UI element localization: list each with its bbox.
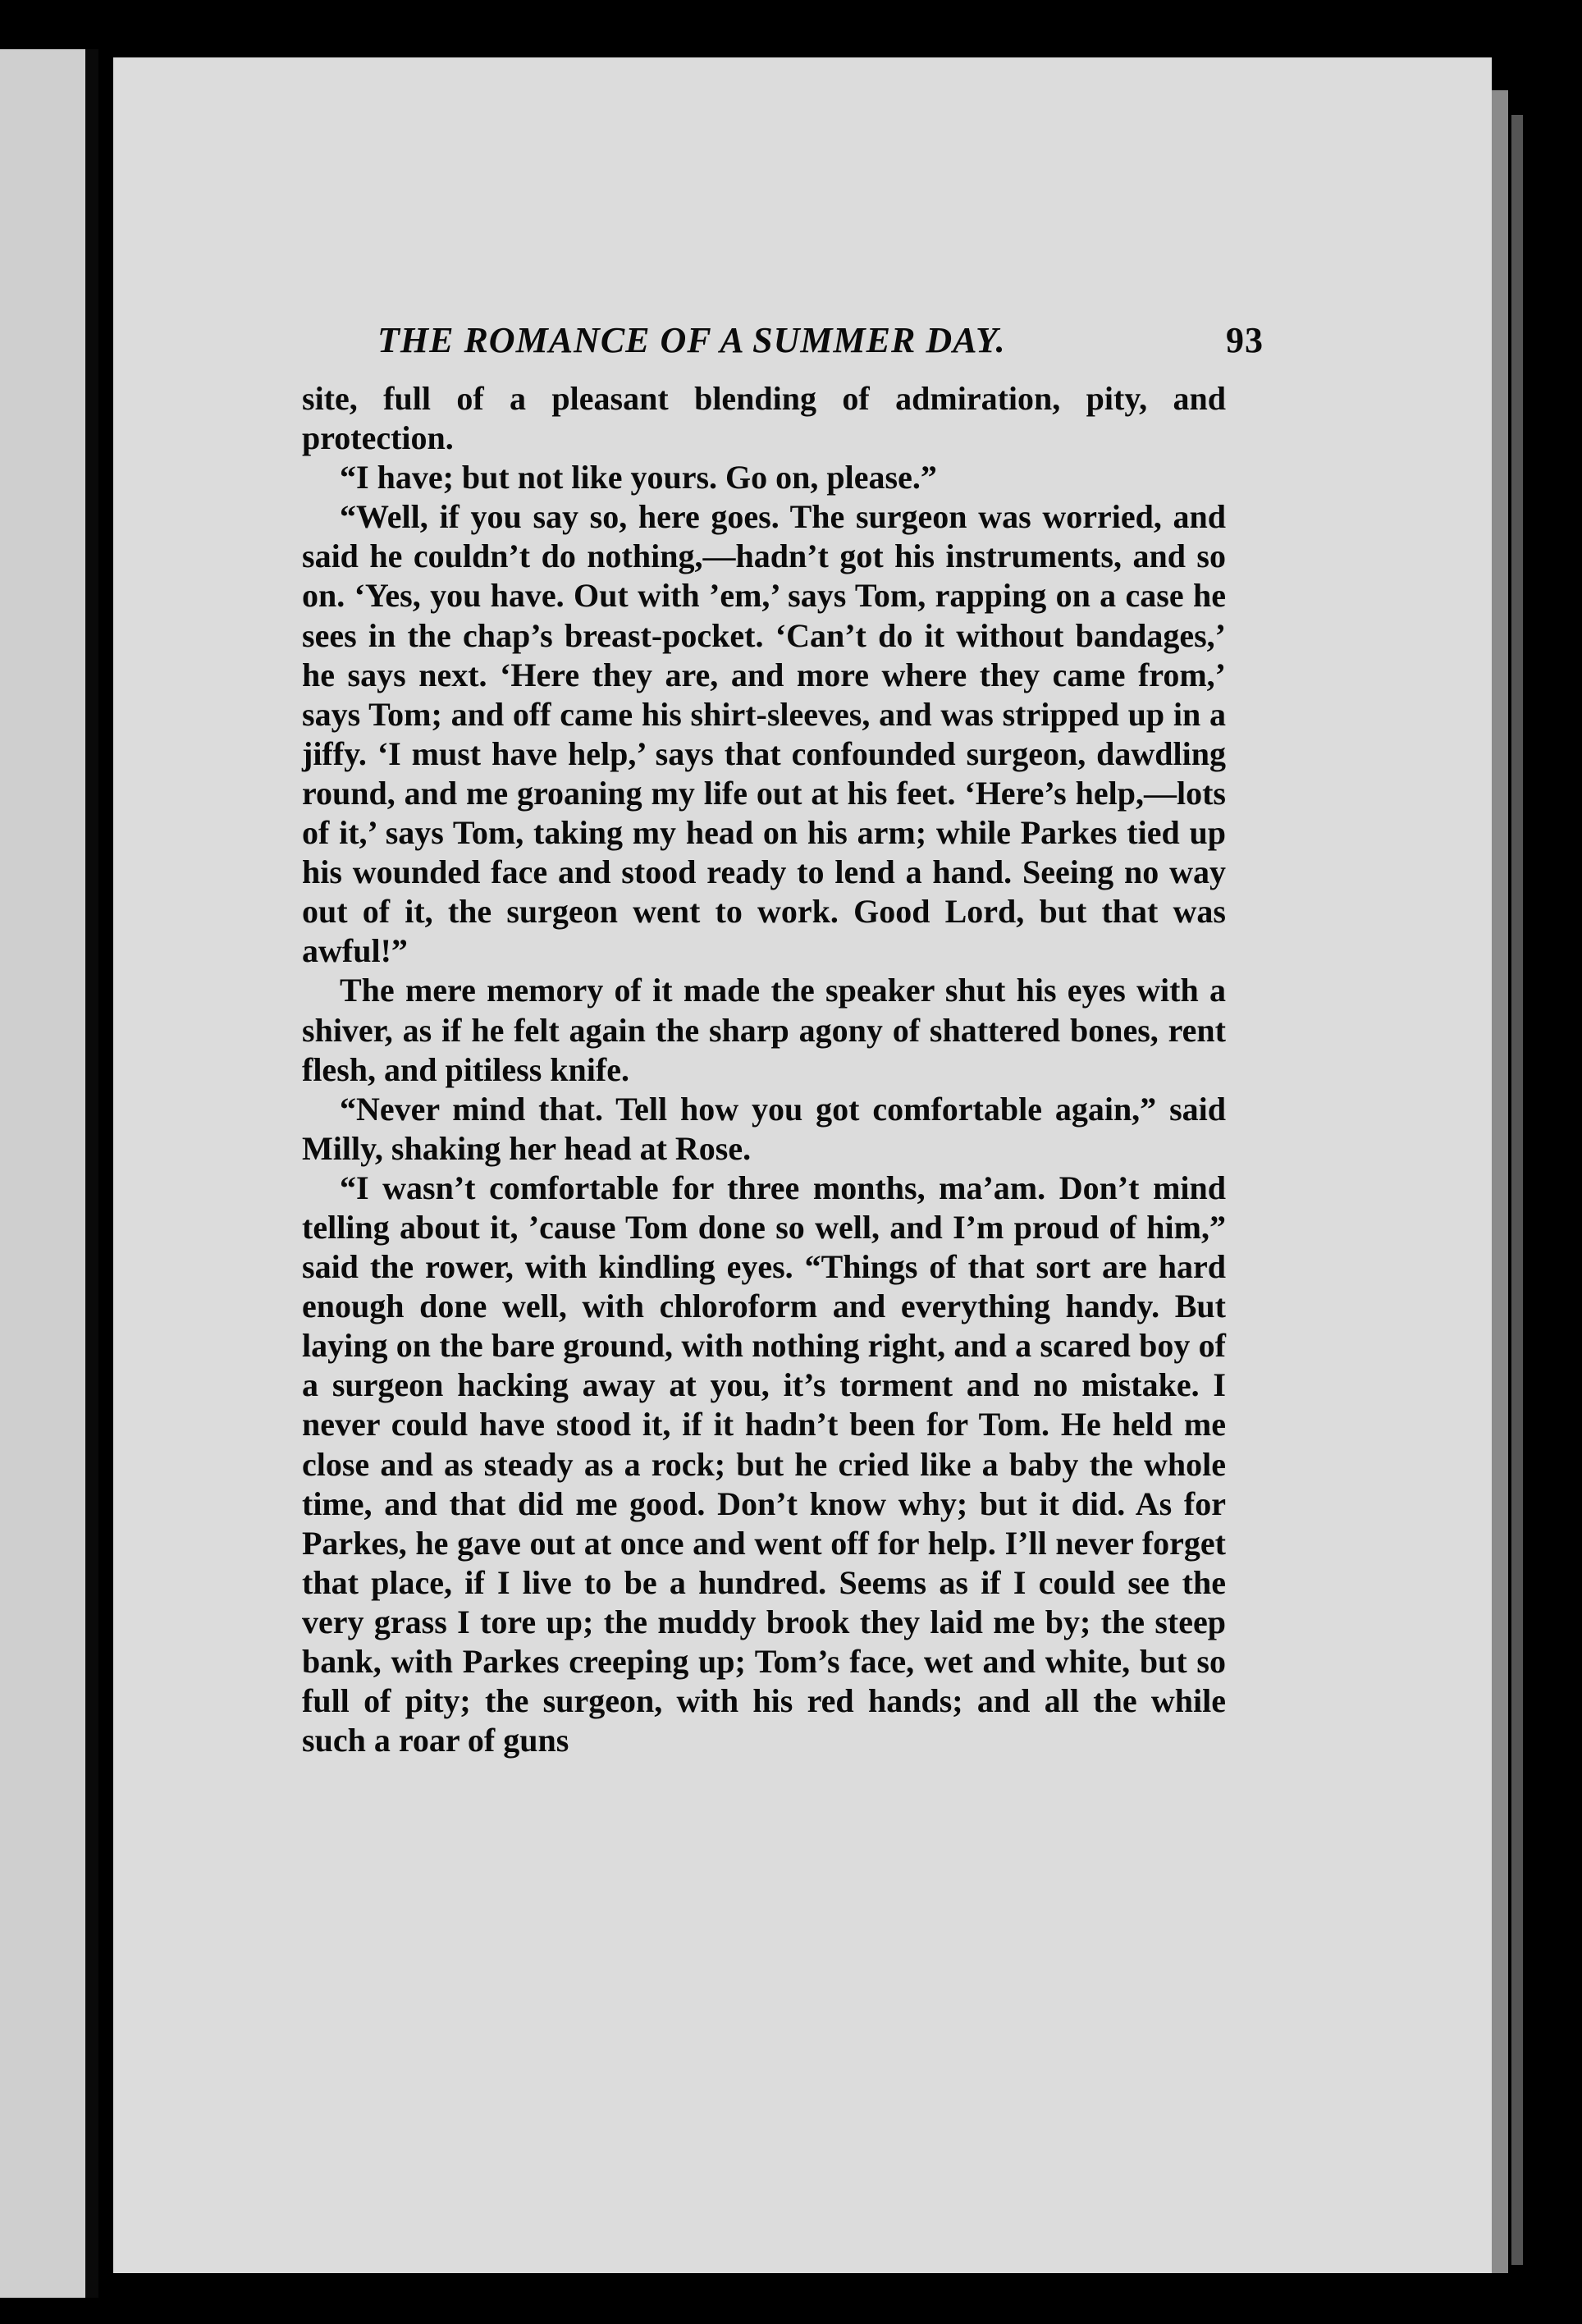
paragraph: “Never mind that. Tell how you got comfortable again,” said Milly, shaking her head at Rose. <box>302 1090 1226 1167</box>
paragraph: “I have; but not like yours. Go on, please.” <box>340 459 937 496</box>
running-header <box>377 322 1264 359</box>
facing-page-edge <box>0 49 90 2298</box>
paragraph: “I wasn’t comfortable for three months, ma’am. Don’t mind telling about it, ’cause Tom done so well, and I’m proud of him,” said the rower, with kindling eyes. “Things of that sort are hard enough done well, with chloroform and everything handy. But laying on the bare ground, with nothing right, and a scared boy of a surgeon hacking away at you, it’s torment and no mistake. I never could have stood it, if it hadn’t been for Tom. He held me close and as steady as a rock; but he cried like a baby the whole time, and that did me good. Don’t know why; but it did. As for Parkes, he gave out at once and went off for help. I’ll never forget that place, if I live to be a hundred. Seems as if I could see the very grass I tore up; the muddy brook they laid me by; the steep bank, with Parkes creeping up; Tom’s face, wet and white, but so full of pity; the surgeon, with his red hands; and all the while such a roar of guns <box>302 1169 1226 1759</box>
paragraph: site, full of a pleasant blending of admiration, pity, and protection. <box>302 380 1226 457</box>
book-gutter <box>85 49 98 2298</box>
body-text <box>302 379 1226 1760</box>
paragraph: The mere memory of it made the speaker shut his eyes with a shiver, as if he felt again the sharp agony of shattered bones, rent flesh, and pitiless knife. <box>302 972 1226 1088</box>
page-number: 93 <box>1226 320 1264 360</box>
paragraph: “Well, if you say so, here goes. The surgeon was worried, and said he couldn’t do nothing,—hadn’t got his instruments, and so on. ‘Yes, you have. Out with ’em,’ says Tom, rapping on a case he sees in the chap’s breast-pocket. ‘Can’t do it without bandages,’ he says next. ‘Here they are, and more where they came from,’ says Tom; and off came his shirt-sleeves, and was stripped up in a jiffy. ‘I must have help,’ says that confounded surgeon, dawdling round, and me groaning my life out at his feet. ‘Here’s help,—lots of it,’ says Tom, taking my head on his arm; while Parkes tied up his wounded face and stood ready to lend a hand. Seeing no way out of it, the surgeon went to work. Good Lord, but that was awful!” <box>302 498 1226 970</box>
page-fore-edge-shadow <box>1511 115 1523 2265</box>
running-title: THE ROMANCE OF A SUMMER DAY. <box>377 320 1006 360</box>
